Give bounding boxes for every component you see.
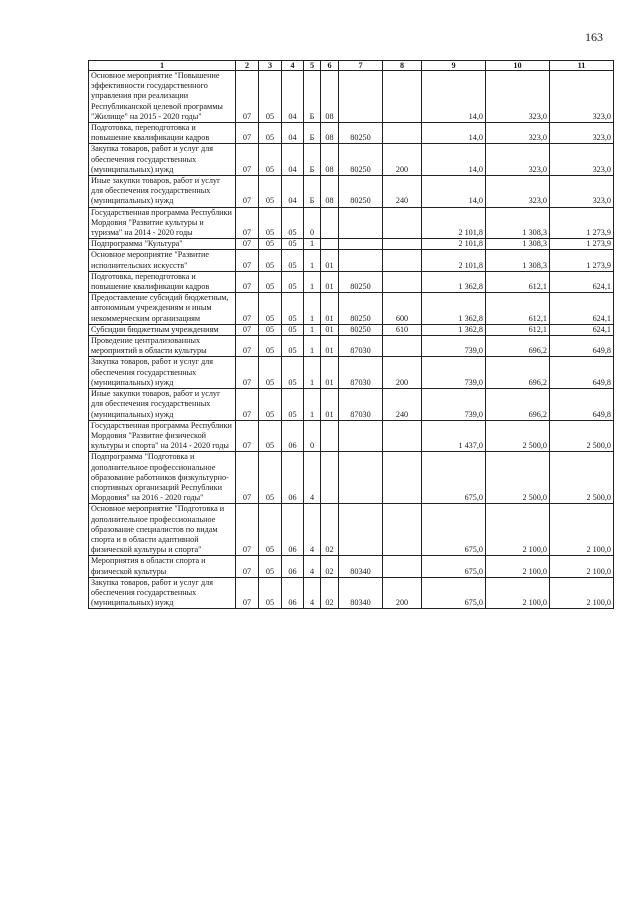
section-cell: 07 xyxy=(236,389,259,421)
subprogram-cell: 4 xyxy=(304,556,321,577)
page-number: 163 xyxy=(585,30,603,44)
subsection-cell: 05 xyxy=(259,556,282,577)
subprogram-cell: 0 xyxy=(304,207,321,239)
amount-cell-col9: 1 362,8 xyxy=(422,293,486,325)
row-name-cell: Подпрограмма "Культура" xyxy=(89,239,236,250)
amount-cell-col9: 14,0 xyxy=(422,123,486,144)
expense-type-cell xyxy=(383,452,422,504)
event-cell: 02 xyxy=(321,504,339,556)
row-name-cell: Основное мероприятие "Подготовка и дополнительное профессиональное образование специалистов по видам спорта и в области адаптивной физической культуры и спорта" xyxy=(89,504,236,556)
row-name-cell: Государственная программа Республики Мордовия "Развитие физической культуры и спорта" на 2014 - 2020 годы xyxy=(89,420,236,452)
expense-type-cell xyxy=(383,239,422,250)
subsection-cell: 05 xyxy=(259,239,282,250)
amount-cell-col9: 675,0 xyxy=(422,504,486,556)
direction-cell xyxy=(339,71,383,123)
expense-type-cell xyxy=(383,504,422,556)
section-cell: 07 xyxy=(236,324,259,335)
table-row xyxy=(89,123,614,144)
subsection-cell: 05 xyxy=(259,176,282,208)
event-cell xyxy=(321,207,339,239)
row-name-cell: Иные закупки товаров, работ и услуг для обеспечения государственных (муниципальных) нужд xyxy=(89,389,236,421)
expense-type-cell xyxy=(383,71,422,123)
subprogram-cell: 1 xyxy=(304,324,321,335)
program-cell: 05 xyxy=(282,336,304,357)
amount-cell-col11: 649,8 xyxy=(550,389,614,421)
amount-cell-col9: 2 101,8 xyxy=(422,207,486,239)
program-cell: 06 xyxy=(282,452,304,504)
expense-type-cell xyxy=(383,207,422,239)
subsection-cell: 05 xyxy=(259,123,282,144)
amount-cell-col11: 323,0 xyxy=(550,71,614,123)
event-cell: 02 xyxy=(321,556,339,577)
subprogram-cell: Б xyxy=(304,71,321,123)
direction-cell xyxy=(339,452,383,504)
direction-cell: 80250 xyxy=(339,324,383,335)
subprogram-cell: 1 xyxy=(304,336,321,357)
column-header: 2 xyxy=(236,61,259,71)
amount-cell-col11: 2 500,0 xyxy=(550,452,614,504)
subsection-cell: 05 xyxy=(259,144,282,176)
subprogram-cell: 1 xyxy=(304,271,321,292)
direction-cell: 87030 xyxy=(339,389,383,421)
expense-type-cell: 200 xyxy=(383,144,422,176)
event-cell xyxy=(321,420,339,452)
program-cell: 05 xyxy=(282,239,304,250)
row-name-cell: Закупка товаров, работ и услуг для обеспечения государственных (муниципальных) нужд xyxy=(89,577,236,609)
subprogram-cell: 4 xyxy=(304,452,321,504)
direction-cell: 80250 xyxy=(339,123,383,144)
header-row xyxy=(89,61,614,71)
expense-type-cell: 610 xyxy=(383,324,422,335)
table-row xyxy=(89,250,614,271)
event-cell: 01 xyxy=(321,389,339,421)
program-cell: 06 xyxy=(282,577,304,609)
subprogram-cell: 1 xyxy=(304,250,321,271)
amount-cell-col10: 696,2 xyxy=(486,336,550,357)
subsection-cell: 05 xyxy=(259,293,282,325)
row-name-cell: Государственная программа Республики Мордовия "Развитие культуры и туризма" на 2014 - 2020 годы xyxy=(89,207,236,239)
direction-cell xyxy=(339,239,383,250)
subsection-cell: 05 xyxy=(259,452,282,504)
program-cell: 06 xyxy=(282,420,304,452)
subsection-cell: 05 xyxy=(259,250,282,271)
subsection-cell: 05 xyxy=(259,336,282,357)
program-cell: 05 xyxy=(282,250,304,271)
subsection-cell: 05 xyxy=(259,71,282,123)
amount-cell-col11: 2 500,0 xyxy=(550,420,614,452)
program-cell: 04 xyxy=(282,144,304,176)
program-cell: 05 xyxy=(282,357,304,389)
amount-cell-col11: 2 100,0 xyxy=(550,504,614,556)
program-cell: 06 xyxy=(282,556,304,577)
table-row xyxy=(89,293,614,325)
amount-cell-col10: 2 500,0 xyxy=(486,452,550,504)
section-cell: 07 xyxy=(236,71,259,123)
amount-cell-col11: 1 273,9 xyxy=(550,207,614,239)
amount-cell-col9: 1 362,8 xyxy=(422,324,486,335)
expense-type-cell xyxy=(383,336,422,357)
subsection-cell: 05 xyxy=(259,389,282,421)
event-cell xyxy=(321,239,339,250)
event-cell: 02 xyxy=(321,577,339,609)
amount-cell-col11: 323,0 xyxy=(550,123,614,144)
amount-cell-col10: 1 308,3 xyxy=(486,239,550,250)
column-header: 3 xyxy=(259,61,282,71)
section-cell: 07 xyxy=(236,577,259,609)
subsection-cell: 05 xyxy=(259,577,282,609)
row-name-cell: Закупка товаров, работ и услуг для обеспечения государственных (муниципальных) нужд xyxy=(89,357,236,389)
subprogram-cell: Б xyxy=(304,123,321,144)
direction-cell: 80250 xyxy=(339,293,383,325)
event-cell: 01 xyxy=(321,336,339,357)
amount-cell-col10: 2 100,0 xyxy=(486,504,550,556)
program-cell: 05 xyxy=(282,293,304,325)
amount-cell-col11: 323,0 xyxy=(550,144,614,176)
event-cell: 01 xyxy=(321,271,339,292)
event-cell: 01 xyxy=(321,293,339,325)
subprogram-cell: 4 xyxy=(304,504,321,556)
amount-cell-col10: 2 500,0 xyxy=(486,420,550,452)
amount-cell-col11: 1 273,9 xyxy=(550,250,614,271)
amount-cell-col11: 649,8 xyxy=(550,357,614,389)
direction-cell: 80250 xyxy=(339,271,383,292)
subprogram-cell: 1 xyxy=(304,389,321,421)
section-cell: 07 xyxy=(236,176,259,208)
program-cell: 05 xyxy=(282,324,304,335)
amount-cell-col10: 2 100,0 xyxy=(486,577,550,609)
subprogram-cell: 1 xyxy=(304,357,321,389)
amount-cell-col9: 739,0 xyxy=(422,357,486,389)
subsection-cell: 05 xyxy=(259,357,282,389)
row-name-cell: Мероприятия в области спорта и физической культуры xyxy=(89,556,236,577)
section-cell: 07 xyxy=(236,271,259,292)
program-cell: 05 xyxy=(282,271,304,292)
row-name-cell: Подпрограмма "Подготовка и дополнительное профессиональное образование работников физкультурно-спортивных организаций Республики Мордовия" на 2016 - 2020 годы" xyxy=(89,452,236,504)
program-cell: 05 xyxy=(282,389,304,421)
amount-cell-col11: 323,0 xyxy=(550,176,614,208)
table-row xyxy=(89,504,614,556)
amount-cell-col11: 1 273,9 xyxy=(550,239,614,250)
amount-cell-col10: 612,1 xyxy=(486,293,550,325)
column-header: 4 xyxy=(282,61,304,71)
event-cell: 08 xyxy=(321,71,339,123)
amount-cell-col10: 1 308,3 xyxy=(486,207,550,239)
event-cell: 08 xyxy=(321,123,339,144)
amount-cell-col9: 14,0 xyxy=(422,71,486,123)
event-cell: 01 xyxy=(321,324,339,335)
program-cell: 04 xyxy=(282,176,304,208)
direction-cell xyxy=(339,420,383,452)
table-row xyxy=(89,336,614,357)
direction-cell: 87030 xyxy=(339,357,383,389)
amount-cell-col9: 14,0 xyxy=(422,144,486,176)
expense-type-cell xyxy=(383,123,422,144)
amount-cell-col10: 323,0 xyxy=(486,123,550,144)
row-name-cell: Закупка товаров, работ и услуг для обеспечения государственных (муниципальных) нужд xyxy=(89,144,236,176)
event-cell: 08 xyxy=(321,144,339,176)
table-row xyxy=(89,577,614,609)
table-row xyxy=(89,357,614,389)
amount-cell-col10: 323,0 xyxy=(486,176,550,208)
column-header: 10 xyxy=(486,61,550,71)
direction-cell: 87030 xyxy=(339,336,383,357)
column-header: 11 xyxy=(550,61,614,71)
amount-cell-col11: 649,8 xyxy=(550,336,614,357)
subprogram-cell: 1 xyxy=(304,293,321,325)
amount-cell-col10: 612,1 xyxy=(486,271,550,292)
subprogram-cell: 0 xyxy=(304,420,321,452)
section-cell: 07 xyxy=(236,239,259,250)
event-cell: 01 xyxy=(321,250,339,271)
budget-table xyxy=(88,60,614,609)
expense-type-cell: 240 xyxy=(383,176,422,208)
amount-cell-col10: 696,2 xyxy=(486,357,550,389)
direction-cell xyxy=(339,504,383,556)
subsection-cell: 05 xyxy=(259,271,282,292)
amount-cell-col9: 2 101,8 xyxy=(422,250,486,271)
expense-type-cell: 200 xyxy=(383,357,422,389)
direction-cell xyxy=(339,250,383,271)
section-cell: 07 xyxy=(236,207,259,239)
row-name-cell: Подготовка, переподготовка и повышение квалификации кадров xyxy=(89,271,236,292)
section-cell: 07 xyxy=(236,336,259,357)
subprogram-cell: 4 xyxy=(304,577,321,609)
row-name-cell: Субсидии бюджетным учреждениям xyxy=(89,324,236,335)
program-cell: 04 xyxy=(282,71,304,123)
column-header: 8 xyxy=(383,61,422,71)
section-cell: 07 xyxy=(236,293,259,325)
amount-cell-col9: 675,0 xyxy=(422,452,486,504)
section-cell: 07 xyxy=(236,123,259,144)
amount-cell-col10: 612,1 xyxy=(486,324,550,335)
expense-type-cell xyxy=(383,556,422,577)
column-header: 6 xyxy=(321,61,339,71)
direction-cell: 80340 xyxy=(339,577,383,609)
table-row xyxy=(89,452,614,504)
amount-cell-col11: 2 100,0 xyxy=(550,577,614,609)
event-cell: 08 xyxy=(321,176,339,208)
amount-cell-col9: 675,0 xyxy=(422,577,486,609)
amount-cell-col11: 624,1 xyxy=(550,271,614,292)
subsection-cell: 05 xyxy=(259,504,282,556)
direction-cell: 80250 xyxy=(339,176,383,208)
column-header: 1 xyxy=(89,61,236,71)
direction-cell: 80340 xyxy=(339,556,383,577)
row-name-cell: Основное мероприятие "Развитие исполнительских искусств" xyxy=(89,250,236,271)
row-name-cell: Подготовка, переподготовка и повышение квалификации кадров xyxy=(89,123,236,144)
row-name-cell: Предоставление субсидий бюджетным, автономным учреждениям и иным некоммерческим организациям xyxy=(89,293,236,325)
row-name-cell: Проведение централизованных мероприятий в области культуры xyxy=(89,336,236,357)
expense-type-cell: 600 xyxy=(383,293,422,325)
amount-cell-col10: 323,0 xyxy=(486,71,550,123)
column-header: 9 xyxy=(422,61,486,71)
row-name-cell: Иные закупки товаров, работ и услуг для обеспечения государственных (муниципальных) нужд xyxy=(89,176,236,208)
amount-cell-col9: 675,0 xyxy=(422,556,486,577)
section-cell: 07 xyxy=(236,452,259,504)
event-cell xyxy=(321,452,339,504)
direction-cell: 80250 xyxy=(339,144,383,176)
table-row xyxy=(89,176,614,208)
column-header: 7 xyxy=(339,61,383,71)
program-cell: 04 xyxy=(282,123,304,144)
table-row xyxy=(89,389,614,421)
program-cell: 05 xyxy=(282,207,304,239)
section-cell: 07 xyxy=(236,250,259,271)
amount-cell-col9: 2 101,8 xyxy=(422,239,486,250)
amount-cell-col11: 2 100,0 xyxy=(550,556,614,577)
amount-cell-col10: 323,0 xyxy=(486,144,550,176)
subsection-cell: 05 xyxy=(259,207,282,239)
section-cell: 07 xyxy=(236,420,259,452)
table-row xyxy=(89,207,614,239)
direction-cell xyxy=(339,207,383,239)
event-cell: 01 xyxy=(321,357,339,389)
table-row xyxy=(89,144,614,176)
amount-cell-col9: 1 437,0 xyxy=(422,420,486,452)
amount-cell-col11: 624,1 xyxy=(550,324,614,335)
column-header: 5 xyxy=(304,61,321,71)
subprogram-cell: Б xyxy=(304,176,321,208)
subsection-cell: 05 xyxy=(259,420,282,452)
table-row xyxy=(89,324,614,335)
table-row xyxy=(89,71,614,123)
program-cell: 06 xyxy=(282,504,304,556)
amount-cell-col10: 1 308,3 xyxy=(486,250,550,271)
table-row xyxy=(89,556,614,577)
subprogram-cell: Б xyxy=(304,144,321,176)
subsection-cell: 05 xyxy=(259,324,282,335)
table-row xyxy=(89,239,614,250)
amount-cell-col9: 14,0 xyxy=(422,176,486,208)
section-cell: 07 xyxy=(236,144,259,176)
subprogram-cell: 1 xyxy=(304,239,321,250)
expense-type-cell xyxy=(383,250,422,271)
table-row xyxy=(89,271,614,292)
row-name-cell: Основное мероприятие "Повышение эффективности государственного управления при реализации Республиканской целевой программы "Жилище" на 2015 - 2020 годы" xyxy=(89,71,236,123)
expense-type-cell xyxy=(383,271,422,292)
table-row xyxy=(89,420,614,452)
amount-cell-col9: 739,0 xyxy=(422,336,486,357)
amount-cell-col9: 739,0 xyxy=(422,389,486,421)
amount-cell-col11: 624,1 xyxy=(550,293,614,325)
section-cell: 07 xyxy=(236,504,259,556)
expense-type-cell xyxy=(383,420,422,452)
section-cell: 07 xyxy=(236,556,259,577)
amount-cell-col9: 1 362,8 xyxy=(422,271,486,292)
amount-cell-col10: 696,2 xyxy=(486,389,550,421)
amount-cell-col10: 2 100,0 xyxy=(486,556,550,577)
section-cell: 07 xyxy=(236,357,259,389)
expense-type-cell: 200 xyxy=(383,577,422,609)
expense-type-cell: 240 xyxy=(383,389,422,421)
